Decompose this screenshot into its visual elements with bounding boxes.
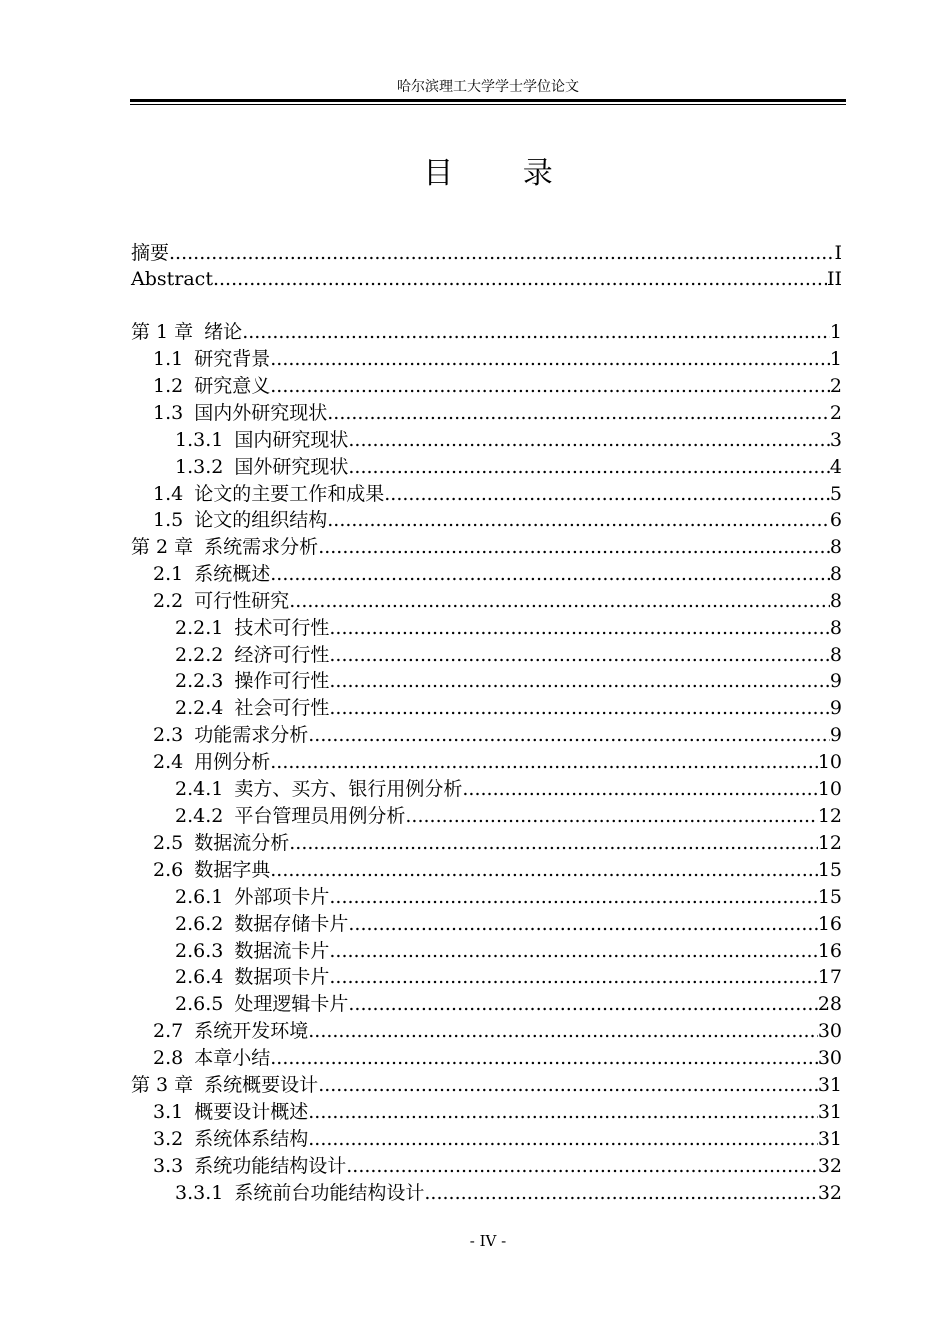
toc-entry-title: 平台管理员用例分析 (234, 805, 406, 827)
toc-leader-dots (242, 319, 830, 346)
toc-leader-dots (270, 857, 818, 884)
toc-entry-title: 系统前台功能结构设计 (234, 1182, 425, 1204)
toc-entry-title: 外部项卡片 (234, 886, 330, 908)
toc-entry[interactable] (131, 803, 842, 830)
toc-entry[interactable] (131, 346, 842, 373)
toc-entry-page: 30 (817, 1020, 842, 1042)
toc-entry-page: 12 (817, 805, 842, 827)
toc-leader-dots (289, 830, 818, 857)
toc-entry-number: 1.3.1 (175, 429, 224, 451)
toc-entry-page: 6 (829, 509, 842, 531)
toc-leader-dots (346, 1153, 818, 1180)
toc-entry-number: 2.1 (153, 563, 184, 585)
toc-entry[interactable] (131, 722, 842, 749)
toc-entry-title: 数据字典 (194, 859, 271, 881)
running-header: 哈尔滨理工大学学士学位论文 (397, 79, 579, 95)
toc-entry-number: 2.4.1 (175, 778, 224, 800)
toc-leader-dots (318, 534, 830, 561)
toc-entry-title: 可行性研究 (194, 590, 290, 612)
toc-entry-number: 第 1 章 (131, 321, 194, 343)
toc-entry-title: 论文的主要工作和成果 (194, 483, 385, 505)
toc-entry[interactable] (131, 1099, 842, 1126)
toc-entry-number: 1.2 (153, 375, 184, 397)
toc-entry[interactable] (131, 561, 842, 588)
toc-entry-title: 国内外研究现状 (194, 402, 328, 424)
toc-leader-dots (308, 722, 830, 749)
toc-entry-number: 1.5 (153, 509, 184, 531)
toc-entry-page: 4 (829, 456, 842, 478)
toc-entry-page: 10 (817, 778, 842, 800)
toc-leader-dots (329, 964, 817, 991)
toc-entry-page: 1 (829, 321, 842, 343)
toc-entry-title: 国外研究现状 (234, 456, 349, 478)
toc-entry-number: 2.2.4 (175, 697, 224, 719)
toc-entry-title: 数据流卡片 (234, 940, 330, 962)
toc-entry-page: 32 (817, 1155, 842, 1177)
toc-entry-title: 系统功能结构设计 (194, 1155, 347, 1177)
toc-entry-title: 论文的组织结构 (194, 509, 328, 531)
toc-entry-title: 操作可行性 (234, 670, 330, 692)
toc-leader-dots (329, 615, 830, 642)
toc-entry-title: 经济可行性 (234, 644, 330, 666)
toc-entry-page: 2 (829, 375, 842, 397)
page-number: - IV - (469, 1232, 507, 1250)
toc-entry-page: 16 (817, 913, 842, 935)
toc-leader-dots (329, 668, 830, 695)
toc-entry[interactable] (131, 1045, 842, 1072)
toc-entry-page: II (826, 268, 842, 290)
header-rule-thin (130, 104, 846, 105)
toc-entry-title: 系统需求分析 (204, 536, 319, 558)
toc-entry-page: 9 (829, 724, 842, 746)
toc-entry[interactable] (131, 319, 842, 346)
toc-entry-page: 32 (817, 1182, 842, 1204)
toc-entry-page: 31 (817, 1101, 842, 1123)
toc-entry-number: 1.1 (153, 348, 184, 370)
toc-leader-dots (289, 588, 830, 615)
toc-entry-title: 数据项卡片 (234, 966, 330, 988)
toc-entry[interactable] (131, 373, 842, 400)
toc-entry-title: 系统概述 (194, 563, 271, 585)
toc-entry-page: 5 (829, 483, 842, 505)
toc-entry-number: 3.3.1 (175, 1182, 224, 1204)
toc-leader-dots (329, 695, 830, 722)
toc-entry[interactable] (131, 1180, 842, 1207)
toc-leader-dots (270, 749, 818, 776)
toc-entry-page: 15 (817, 859, 842, 881)
toc-entry[interactable] (131, 830, 842, 857)
toc-entry-page: 12 (817, 832, 842, 854)
toc-entry-title: 技术可行性 (234, 617, 330, 639)
toc-entry-number: 2.2 (153, 590, 184, 612)
toc-entry-number: 第 3 章 (131, 1074, 194, 1096)
toc-entry[interactable] (131, 454, 842, 481)
toc-leader-dots (329, 884, 817, 911)
header-rule-thick (130, 99, 846, 102)
toc-entry-number: 2.6.3 (175, 940, 224, 962)
toc-entry[interactable] (131, 1018, 842, 1045)
toc-entry[interactable] (131, 776, 842, 803)
toc-leader-dots (405, 803, 817, 830)
toc-entry-number: 3.2 (153, 1128, 184, 1150)
toc-entry-number: 2.2.2 (175, 644, 224, 666)
toc-leader-dots (213, 266, 827, 293)
toc-entry[interactable] (131, 749, 842, 776)
toc-leader-dots (348, 911, 817, 938)
toc-entry-number: 2.7 (153, 1020, 184, 1042)
toc-entry-page: 8 (829, 617, 842, 639)
toc-leader-dots (348, 454, 830, 481)
toc-entry-title: 摘要 (131, 242, 170, 264)
toc-entry[interactable] (131, 240, 842, 267)
toc-entry-number: 2.4.2 (175, 805, 224, 827)
toc-entry-page: 10 (817, 751, 842, 773)
toc-entry-number: 2.6.5 (175, 993, 224, 1015)
toc-entry-title: 数据流分析 (194, 832, 290, 854)
toc-entry-number: 1.4 (153, 483, 184, 505)
toc-entry-page: 1 (829, 348, 842, 370)
toc-entry-page: 9 (829, 670, 842, 692)
toc-entry[interactable] (131, 400, 842, 427)
toc-entry-number: 2.6.1 (175, 886, 224, 908)
toc-entry[interactable] (131, 427, 842, 454)
toc-entry-title: 用例分析 (194, 751, 271, 773)
toc-entry-title: 功能需求分析 (194, 724, 309, 746)
toc-entry-page: 28 (817, 993, 842, 1015)
toc-entry-number: 3.3 (153, 1155, 184, 1177)
toc-entry-page: I (834, 242, 842, 264)
toc-entry[interactable] (131, 507, 842, 534)
toc-entry-title: 卖方、买方、银行用例分析 (234, 778, 463, 800)
toc-entry-number: 2.2.1 (175, 617, 224, 639)
toc-leader-dots (329, 642, 830, 669)
toc-leader-dots (169, 240, 834, 267)
toc-entry[interactable] (131, 588, 842, 615)
toc-leader-dots (327, 507, 830, 534)
toc-entry-number: 1.3 (153, 402, 184, 424)
page-title: 目 录 (423, 156, 583, 191)
toc-entry[interactable] (131, 1126, 842, 1153)
toc-leader-dots (270, 373, 830, 400)
toc-entry-number: 1.3.2 (175, 456, 224, 478)
toc-leader-dots (329, 938, 817, 965)
toc-leader-dots (348, 991, 817, 1018)
toc-entry-page: 31 (817, 1074, 842, 1096)
toc-entry-title: 系统概要设计 (204, 1074, 319, 1096)
toc-leader-dots (270, 1045, 818, 1072)
toc-entry-page: 2 (829, 402, 842, 424)
toc-entry-title: Abstract (131, 268, 213, 290)
toc-entry-number: 2.4 (153, 751, 184, 773)
toc-entry-title: 社会可行性 (234, 697, 330, 719)
toc-entry-number: 2.3 (153, 724, 184, 746)
toc-entry-page: 17 (817, 966, 842, 988)
toc-entry[interactable] (131, 695, 842, 722)
toc-entry[interactable] (131, 1153, 842, 1180)
toc-entry-number: 2.6.2 (175, 913, 224, 935)
toc-entry[interactable] (131, 991, 842, 1018)
toc-entry-title: 研究意义 (194, 375, 271, 397)
toc-entry-number: 2.6 (153, 859, 184, 881)
toc-entry-page: 15 (817, 886, 842, 908)
toc-entry-title: 数据存储卡片 (234, 913, 349, 935)
toc-entry-title: 系统体系结构 (194, 1128, 309, 1150)
toc-entry-number: 2.2.3 (175, 670, 224, 692)
toc-entry-page: 8 (829, 536, 842, 558)
toc-entry[interactable] (131, 534, 842, 561)
toc-entry-page: 30 (817, 1047, 842, 1069)
toc-entry-page: 8 (829, 644, 842, 666)
toc-leader-dots (308, 1099, 818, 1126)
toc-entry-title: 本章小结 (194, 1047, 271, 1069)
toc-entry[interactable] (131, 481, 842, 508)
toc-entry-page: 3 (829, 429, 842, 451)
toc-leader-dots (308, 1126, 818, 1153)
toc-leader-dots (270, 346, 830, 373)
toc-entry-number: 第 2 章 (131, 536, 194, 558)
toc-entry-number: 3.1 (153, 1101, 184, 1123)
toc-entry-title: 绪论 (204, 321, 243, 343)
toc-entry-title: 系统开发环境 (194, 1020, 309, 1042)
toc-leader-dots (348, 427, 830, 454)
toc-entry[interactable] (131, 964, 842, 991)
toc-entry[interactable] (131, 615, 842, 642)
toc-entry-title: 国内研究现状 (234, 429, 349, 451)
toc-entry-title: 处理逻辑卡片 (234, 993, 349, 1015)
toc-leader-dots (318, 1072, 818, 1099)
toc-entry[interactable] (131, 1072, 842, 1099)
toc-entry-page: 16 (817, 940, 842, 962)
toc-entry-page: 8 (829, 590, 842, 612)
toc-entry-page: 31 (817, 1128, 842, 1150)
toc-leader-dots (270, 561, 830, 588)
toc-entry[interactable] (131, 884, 842, 911)
toc-leader-dots (424, 1180, 817, 1207)
toc-leader-dots (308, 1018, 818, 1045)
toc-leader-dots (462, 776, 817, 803)
toc-entry-page: 9 (829, 697, 842, 719)
toc-entry-page: 8 (829, 563, 842, 585)
toc-entry-title: 概要设计概述 (194, 1101, 309, 1123)
toc-entry[interactable] (131, 266, 842, 293)
toc-entry-title: 研究背景 (194, 348, 271, 370)
toc-entry[interactable] (131, 668, 842, 695)
toc-entry[interactable] (131, 857, 842, 884)
toc-leader-dots (327, 400, 830, 427)
toc-entry-number: 2.8 (153, 1047, 184, 1069)
toc-leader-dots (384, 481, 830, 508)
toc-entry[interactable] (131, 911, 842, 938)
toc-entry-number: 2.6.4 (175, 966, 224, 988)
toc-entry[interactable] (131, 642, 842, 669)
toc-entry-number: 2.5 (153, 832, 184, 854)
toc-entry[interactable] (131, 938, 842, 965)
